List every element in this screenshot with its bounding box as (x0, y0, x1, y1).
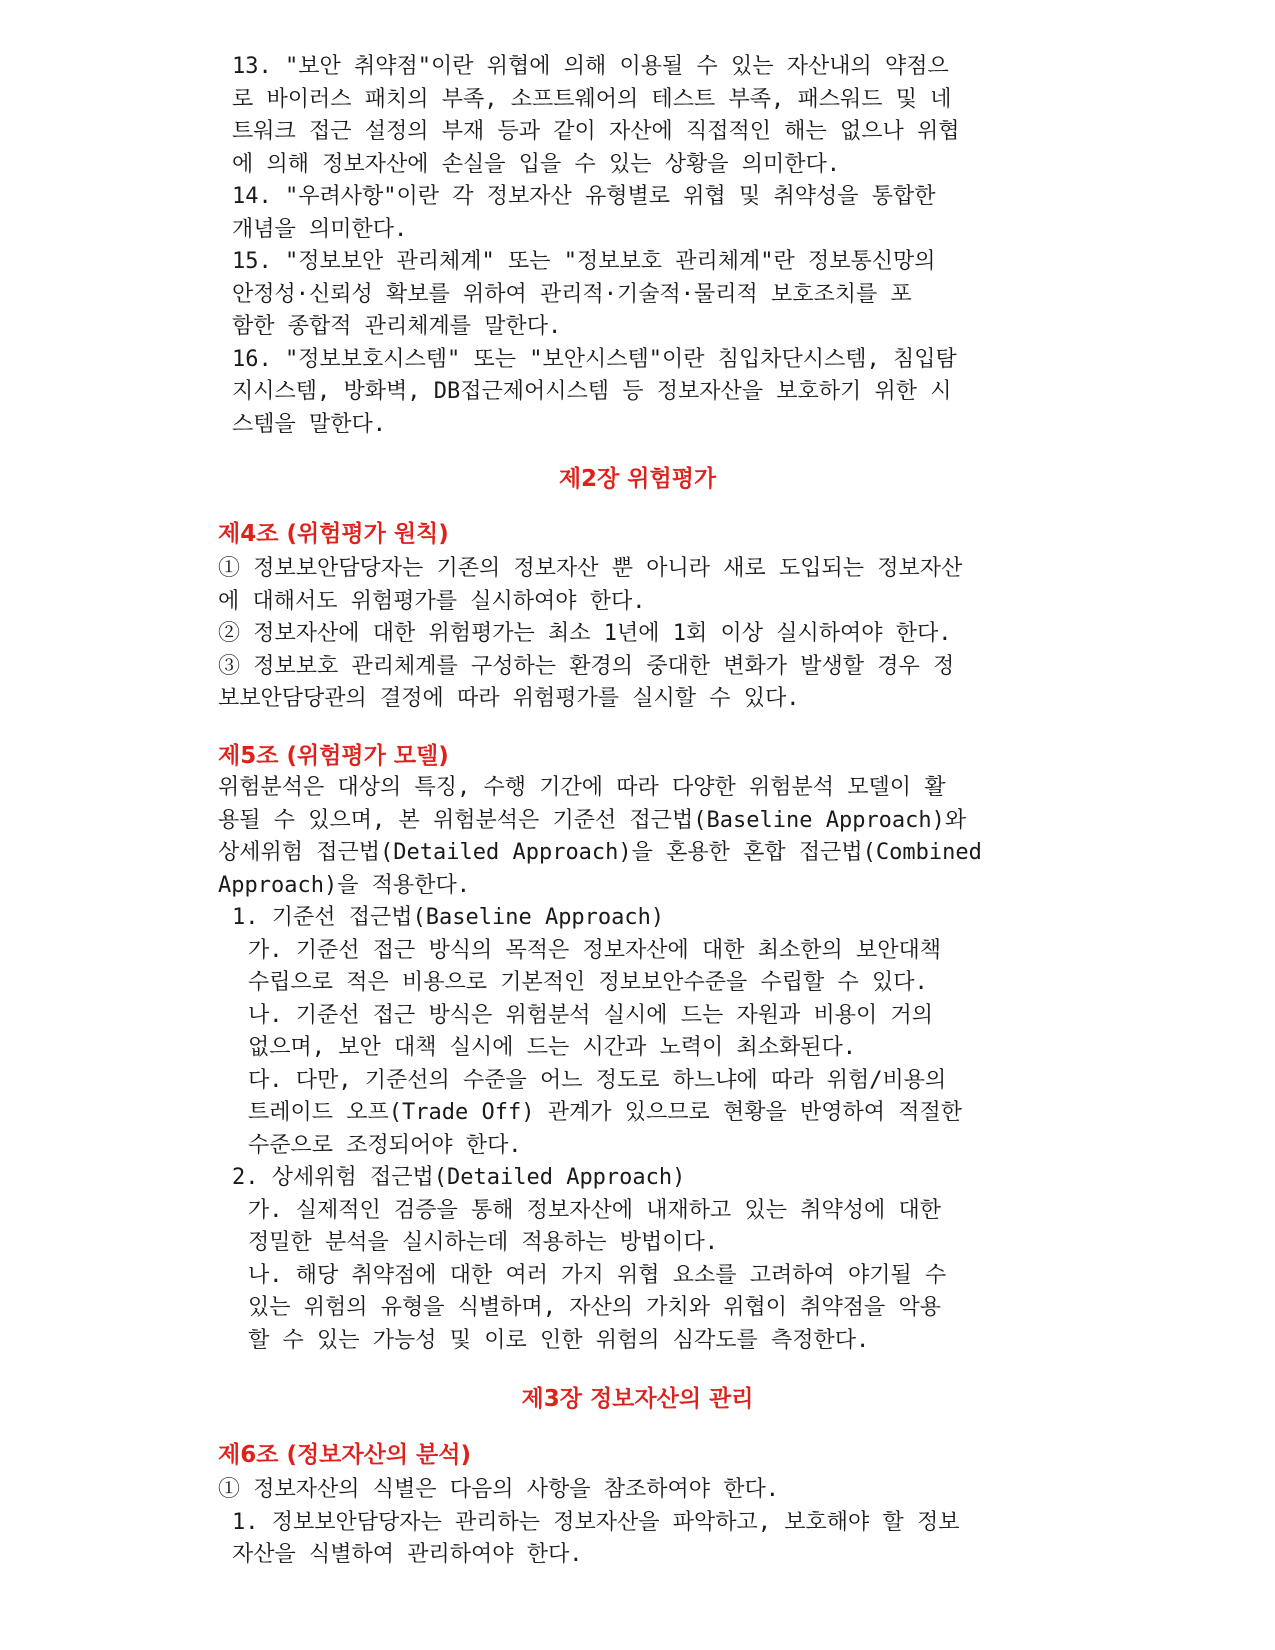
text-line: 에 대해서도 위험평가를 실시하여야 한다. (218, 588, 646, 614)
text-line: 있는 위험의 유형을 식별하며, 자산의 가치와 위협이 취약점을 악용 (248, 1295, 942, 1320)
text-line: 트워크 접근 설정의 부재 등과 같이 자산에 직접적인 해는 없으나 위협 (232, 119, 960, 144)
text-line: ① 정보자산의 식별은 다음의 사항을 참조하여야 한다. (218, 1477, 780, 1502)
chapter-3-heading: 제3장 정보자산의 관리 (521, 1386, 754, 1412)
definition-16 (232, 344, 957, 442)
article-4-clause-3 (218, 651, 954, 716)
baseline-approach-item (232, 902, 664, 935)
text-line: 자산을 식별하여 관리하여야 한다. (232, 1542, 583, 1567)
article-4-heading: 제4조 (위험평가 원칙) (218, 521, 449, 547)
article-4-clause-2 (218, 618, 952, 651)
text-line: 없으며, 보안 대책 실시에 드는 시간과 노력이 최소화된다. (248, 1035, 857, 1060)
text-line: 할 수 있는 가능성 및 이로 인한 위험의 심각도를 측정한다. (248, 1327, 870, 1353)
text-line: 트레이드 오프(Trade Off) 관계가 있으므로 현황을 반영하여 적절한 (248, 1100, 962, 1125)
text-line: 위험분석은 대상의 특징, 수행 기간에 따라 다양한 위험분석 모델이 활 (218, 775, 946, 800)
text-line: 13. "보안 취약점"이란 위협에 의해 이용될 수 있는 자산내의 약점으 (232, 54, 949, 79)
text-line: 수립으로 적은 비용으로 기본적인 정보보안수준을 수립할 수 있다. (248, 970, 928, 995)
article-6-item-1 (232, 1507, 960, 1572)
text-line: 나. 해당 취약점에 대한 여러 가지 위협 요소를 고려하여 야기될 수 (248, 1262, 947, 1288)
text-line: 스템을 말한다. (232, 411, 387, 437)
article-5-heading: 제5조 (위험평가 모델) (218, 743, 449, 769)
text-line: 안정성·신뢰성 확보를 위하여 관리적·기술적·물리적 보호조치를 포 (232, 281, 912, 307)
article-6-clause-1 (218, 1474, 779, 1507)
text-line: 나. 기준선 접근 방식은 위험분석 실시에 드는 자원과 비용이 거의 (248, 1002, 934, 1028)
detailed-subitem-ga (248, 1195, 941, 1260)
text-line: 수준으로 조정되어야 한다. (248, 1132, 522, 1158)
article-5-body (218, 772, 982, 902)
text-line: 지시스템, 방화벽, DB접근제어시스템 등 정보자산을 보호하기 위한 시 (232, 379, 952, 404)
definition-15 (232, 246, 936, 344)
text-line: 상세위험 접근법(Detailed Approach)을 혼용한 혼합 접근법(Combined (218, 840, 982, 865)
text-line: 14. "우려사항"이란 각 정보자산 유형별로 위협 및 취약성을 통합한 (232, 184, 936, 209)
text-line: Approach)을 적용한다. (218, 872, 470, 898)
text-line: 가. 실제적인 검증을 통해 정보자산에 내재하고 있는 취약성에 대한 (248, 1197, 942, 1223)
text-line: 다. 다만, 기준선의 수준을 어느 정도로 하느냐에 따라 위험/비용의 (248, 1067, 947, 1093)
text-line: 1. 정보보안담당자는 관리하는 정보자산을 파악하고, 보호해야 할 정보 (232, 1509, 960, 1535)
chapter-2-heading: 제2장 위험평가 (558, 466, 717, 492)
text-line: 2. 상세위험 접근법(Detailed Approach) (232, 1165, 686, 1190)
text-line: 1. 기준선 접근법(Baseline Approach) (232, 905, 665, 930)
text-line: 에 의해 정보자산에 손실을 입을 수 있는 상황을 의미한다. (232, 151, 841, 177)
baseline-subitem-da (248, 1065, 962, 1163)
text-line: ① 정보보안담당자는 기존의 정보자산 뿐 아니라 새로 도입되는 정보자산 (218, 556, 963, 581)
text-line: 개념을 의미한다. (232, 216, 408, 242)
baseline-subitem-na (248, 1000, 933, 1065)
detailed-approach-item (232, 1162, 685, 1195)
article-4-clause-1 (218, 553, 962, 618)
detailed-subitem-na (248, 1260, 946, 1358)
text-line: ② 정보자산에 대한 위험평가는 최소 1년에 1회 이상 실시하여야 한다. (218, 621, 952, 646)
article-6-heading: 제6조 (정보자산의 분석) (218, 1442, 472, 1468)
text-line: 로 바이러스 패치의 부족, 소프트웨어의 테스트 부족, 패스워드 및 네 (232, 86, 952, 112)
text-line: 가. 기준선 접근 방식의 목적은 정보자산에 대한 최소한의 보안대책 (248, 937, 942, 963)
baseline-subitem-ga (248, 935, 941, 1000)
text-line: 15. "정보보안 관리체계" 또는 "정보보호 관리체계"란 정보통신망의 (232, 249, 936, 274)
text-line: 16. "정보보호시스템" 또는 "보안시스템"이란 침입차단시스템, 침입탐 (232, 346, 957, 372)
text-line: ③ 정보보호 관리체계를 구성하는 환경의 중대한 변화가 발생할 경우 정 (218, 653, 955, 679)
text-line: 용될 수 있으며, 본 위험분석은 기준선 접근법(Baseline Approach)와 (218, 807, 967, 833)
text-line: 함한 종합적 관리체계를 말한다. (232, 314, 562, 339)
definition-13 (232, 51, 960, 181)
definition-14 (232, 181, 936, 246)
text-line: 정밀한 분석을 실시하는데 적용하는 방법이다. (248, 1230, 719, 1255)
text-line: 보보안담당관의 결정에 따라 위험평가를 실시할 수 있다. (218, 686, 800, 711)
